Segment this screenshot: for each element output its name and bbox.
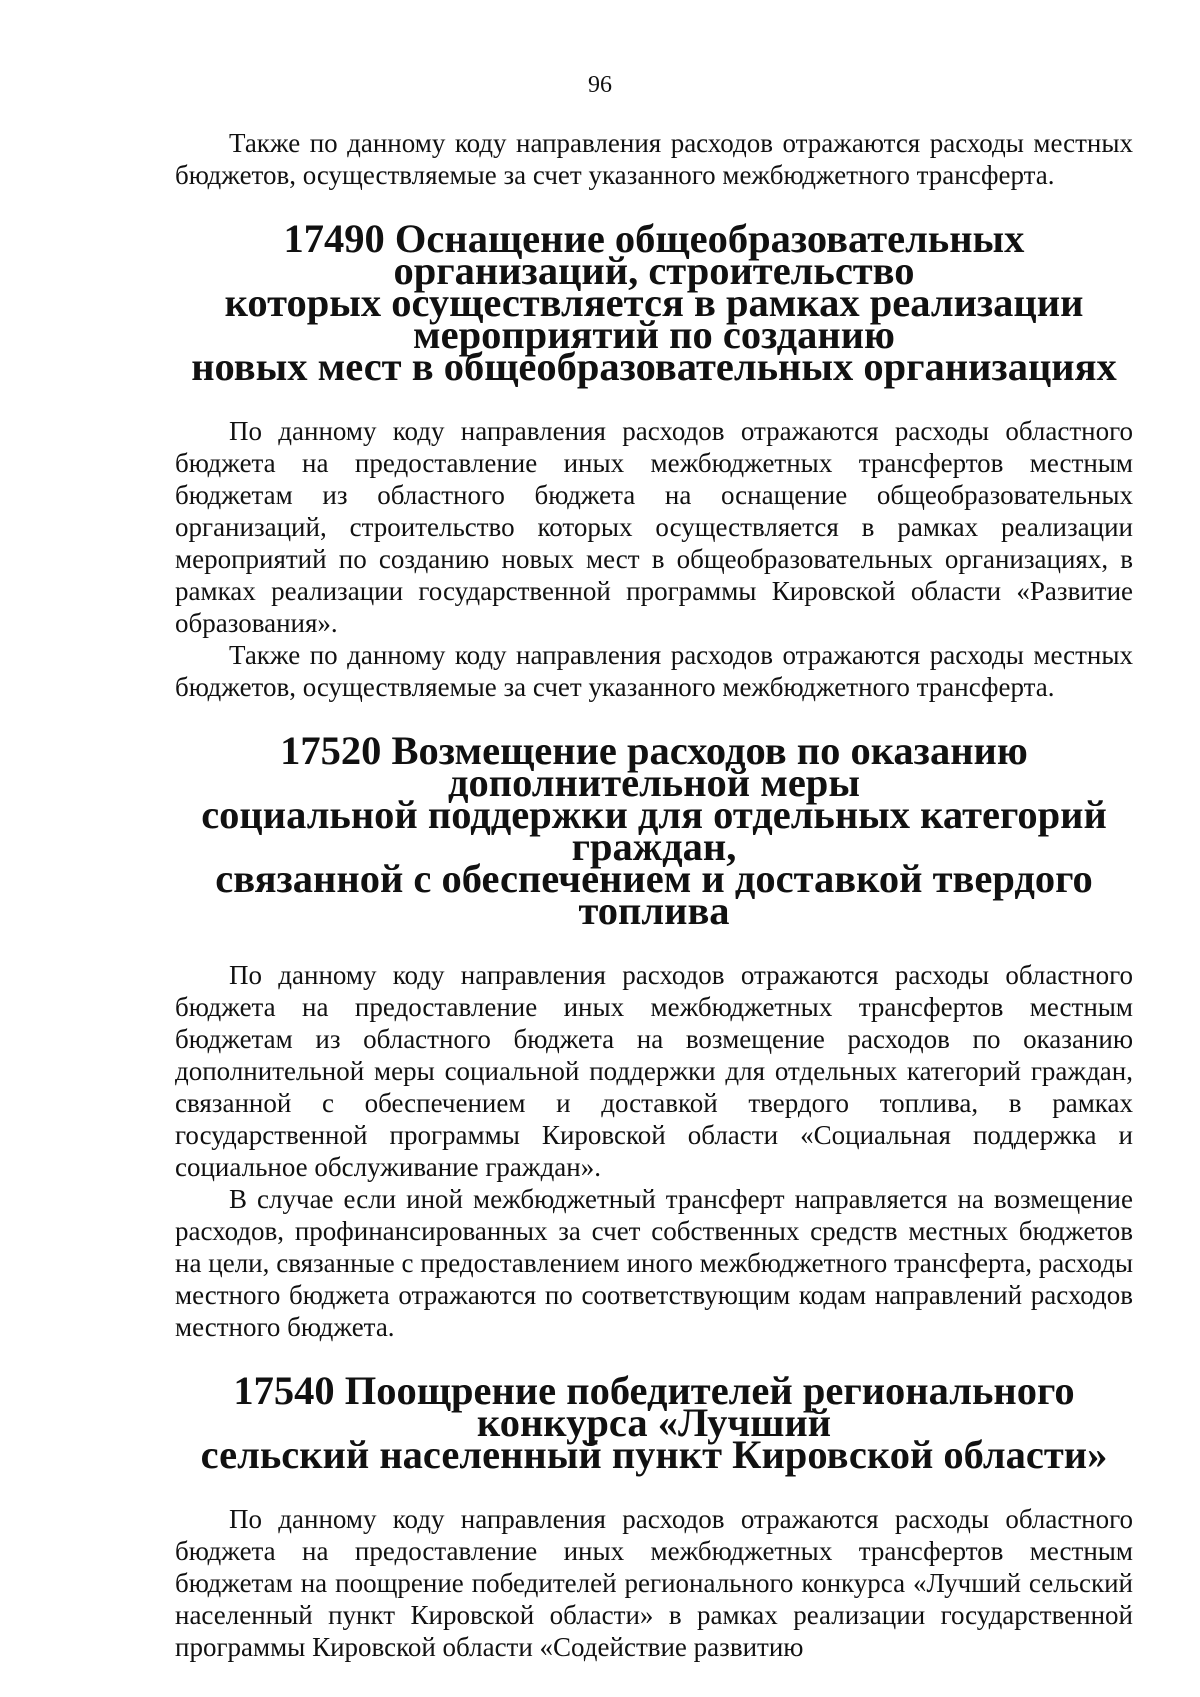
heading-line: сельский населенный пункт Кировской области» [200,1432,1108,1477]
heading-line: новых мест в общеобразовательных организациях [191,344,1117,389]
heading-line: 17490 Оснащение общеобразовательных организаций, строительство [283,216,1025,293]
section-heading-17490 [175,216,1133,389]
document-body [175,127,1133,1663]
paragraph: По данному коду направления расходов отражаются расходы областного бюджета на предоставление иных межбюджетных трансфертов местным бюджетам из областного бюджета на возмещение расходов по оказанию дополнительной меры социальной поддержки для отдельных категорий граждан, связанной с обеспечением и доставкой твердого топлива, в рамках государственной программы Кировской области «Социальная поддержка и социальное обслуживание граждан». [175,960,1133,1182]
paragraph: Также по данному коду направления расходов отражаются расходы местных бюджетов, осуществляемые за счет указанного межбюджетного трансферта. [175,640,1133,702]
paragraph: В случае если иной межбюджетный трансферт направляется на возмещение расходов, профинансированных за счет собственных средств местных бюджетов на цели, связанные с предоставлением иного межбюджетного трансферта, расходы местного бюджета отражаются по соответствующим кодам направлений расходов местного бюджета. [175,1184,1133,1342]
section-heading-17540 [175,1368,1133,1477]
page-number: 96 [588,72,612,98]
heading-line: 17540 Поощрение победителей регионального конкурса «Лучший [233,1368,1075,1445]
paragraph: Также по данному коду направления расходов отражаются расходы местных бюджетов, осуществляемые за счет указанного межбюджетного трансферта. [175,128,1133,190]
paragraph: По данному коду направления расходов отражаются расходы областного бюджета на предоставление иных межбюджетных трансфертов местным бюджетам из областного бюджета на оснащение общеобразовательных организаций, строительство которых осуществляется в рамках реализации мероприятий по созданию новых мест в общеобразовательных организациях, в рамках реализации государственной программы Кировской области «Развитие образования». [175,416,1133,638]
heading-line: 17520 Возмещение расходов по оказанию дополнительной меры [280,728,1028,805]
section-heading-17520 [175,728,1133,933]
paragraph: По данному коду направления расходов отражаются расходы областного бюджета на предоставление иных межбюджетных трансфертов местным бюджетам на поощрение победителей регионального конкурса «Лучший сельский населенный пункт Кировской области» в рамках реализации государственной программы Кировской области «Содействие развитию [175,1504,1133,1662]
heading-line: связанной с обеспечением и доставкой твердого топлива [215,856,1093,933]
heading-line: социальной поддержки для отдельных категорий граждан, [201,792,1107,869]
heading-line: которых осуществляется в рамках реализации мероприятий по созданию [224,280,1084,357]
